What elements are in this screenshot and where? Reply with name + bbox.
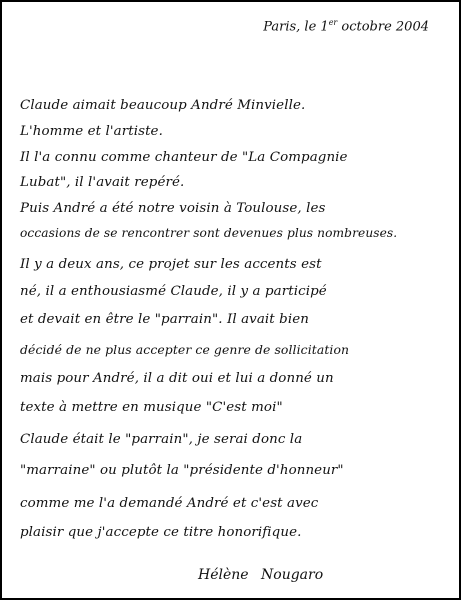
date-prefix: Paris, le 1 <box>263 19 329 35</box>
letter-line: L'homme et l'artiste. <box>20 124 163 139</box>
letter-line: Lubat", il l'avait repéré. <box>20 175 185 190</box>
letter-line: né, il a enthousiasmé Claude, il y a participé <box>20 284 327 299</box>
letter-line: occasions de se rencontrer sont devenues plus nombreuses. <box>20 226 398 240</box>
letter-line: Claude aimait beaucoup André Minvielle. <box>20 98 306 113</box>
date-rest: octobre 2004 <box>337 19 429 35</box>
letter-line: comme me l'a demandé André et c'est avec <box>20 496 319 511</box>
date-ordinal: er <box>328 18 338 27</box>
letter-line: plaisir que j'accepte ce titre honorifique. <box>20 525 302 540</box>
letter-line: Il y a deux ans, ce projet sur les accents est <box>20 257 322 272</box>
letter-line: et devait en être le "parrain". Il avait bien <box>20 312 309 327</box>
letter-line: Il l'a connu comme chanteur de "La Compagnie <box>20 150 348 165</box>
letter-line: mais pour André, il a dit oui et lui a donné un <box>20 371 334 386</box>
letter-line: Claude était le "parrain", je serai donc la <box>20 432 303 447</box>
letter-line: décidé de ne plus accepter ce genre de sollicitation <box>20 342 350 357</box>
letter-line: "marraine" ou plutôt la "présidente d'honneur" <box>20 463 344 478</box>
letter-line: Puis André a été notre voisin à Toulouse, les <box>20 201 326 216</box>
letter-dateline <box>263 18 429 34</box>
letter-signature: Hélène Nougaro <box>198 567 324 583</box>
letter-line: texte à mettre en musique "C'est moi" <box>20 400 283 415</box>
